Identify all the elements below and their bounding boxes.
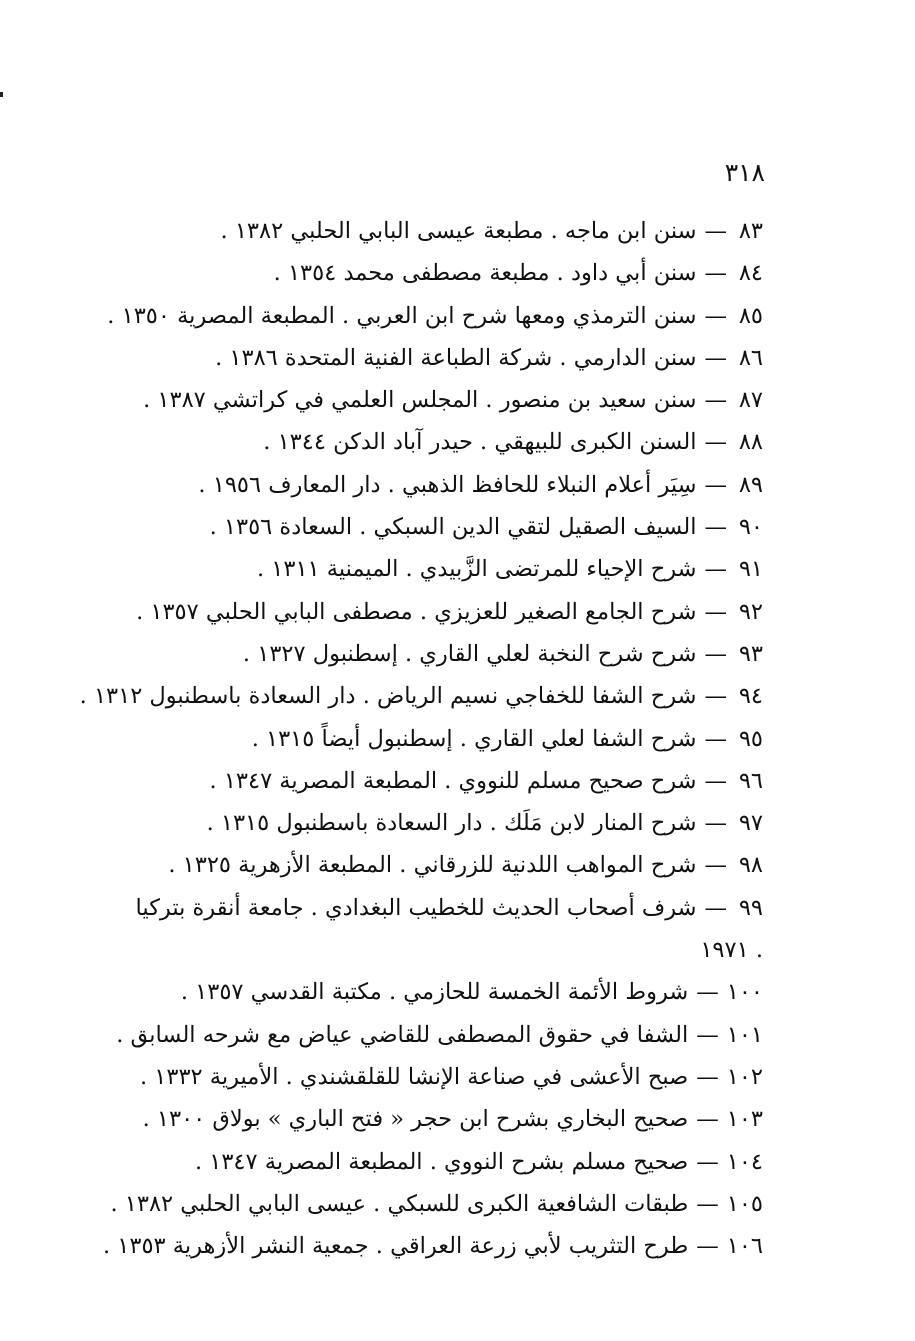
entry-number: ١٠٤: [726, 1148, 763, 1175]
bibliography-entry: [98, 464, 763, 506]
entry-text: شرح الشفا للخفاجي نسيم الرياض . دار السعادة باسطنبول ١٣١٢ .: [79, 683, 697, 710]
bibliography-list: [79, 210, 763, 1267]
entry-number: ٩٧: [738, 810, 763, 837]
entry-number: ٩٥: [738, 725, 763, 752]
entry-dash: —: [704, 514, 727, 541]
entry-text: شرح الجامع الصغير للعزيزي . مصطفى البابي الحلبي ١٣٥٧ .: [136, 598, 697, 625]
entry-number: ٩٦: [738, 767, 763, 794]
entry-number: ٩٣: [738, 640, 763, 667]
entry-text: شرح المواهب اللدنية للزرقاني . المطبعة الأزهرية ١٣٢٥ .: [168, 852, 697, 879]
entry-text: شرح المنار لابن مَلَك . دار السعادة باسطنبول ١٣١٥ .: [206, 810, 697, 837]
bibliography-entry: [98, 802, 763, 844]
entry-number: ٨٣: [738, 218, 763, 244]
bibliography-entry: [98, 718, 763, 760]
entry-number: ٩١: [738, 556, 763, 583]
entry-text: شرح شرح النخبة لعلي القاري . إسطنبول ١٣٢٧ .: [242, 640, 697, 667]
bibliography-entry: [98, 844, 763, 886]
entry-dash: —: [704, 598, 727, 625]
entry-text: سنن ابن ماجه . مطبعة عيسى البابي الحلبي ١٣٨٢ .: [220, 218, 697, 244]
bibliography-entry: [98, 591, 763, 633]
bibliography-entry: [98, 1183, 763, 1225]
entry-dash: —: [704, 387, 727, 414]
entry-dash: —: [696, 1148, 719, 1175]
entry-number: ٩٩: [738, 894, 763, 921]
entry-number: ٨٦: [738, 344, 763, 371]
entry-number: ٨٤: [738, 260, 763, 287]
entry-dash: —: [704, 344, 727, 371]
entry-dash: —: [704, 260, 727, 287]
entry-dash: —: [704, 429, 727, 456]
bibliography-entry: [98, 295, 763, 337]
entry-number: ٩٢: [738, 598, 763, 625]
entry-number: ٩٨: [738, 852, 763, 879]
bibliography-entry: [98, 1056, 763, 1098]
bibliography-entry: [98, 760, 763, 802]
entry-number: ١٠٣: [726, 1106, 763, 1133]
entry-dash: —: [704, 725, 727, 752]
scan-edge-mark: [0, 92, 3, 97]
bibliography-entry: [98, 421, 763, 463]
entry-text: سنن الترمذي ومعها شرح ابن العربي . المطبعة المصرية ١٣٥٠ .: [107, 302, 697, 329]
entry-text: صحيح البخاري بشرح ابن حجر « فتح الباري » بولاق ١٣٠٠ .: [142, 1106, 689, 1133]
entry-text: صحيح مسلم بشرح النووي . المطبعة المصرية ١٣٤٧ .: [194, 1148, 689, 1175]
entry-number: ٨٨: [738, 429, 763, 456]
entry-dash: —: [704, 471, 727, 498]
entry-dash: —: [704, 810, 727, 837]
entry-number: ١٠٥: [726, 1190, 763, 1217]
bibliography-entry: [98, 506, 763, 548]
bibliography-entry: [98, 1225, 763, 1267]
entry-dash: —: [704, 640, 727, 667]
entry-number: ١٠٠: [726, 979, 763, 1006]
entry-number: ٨٧: [738, 387, 763, 414]
entry-number: ١٠٦: [726, 1233, 763, 1260]
entry-number: ٨٩: [738, 471, 763, 498]
entry-text: شروط الأئمة الخمسة للحازمي . مكتبة القدسي ١٣٥٧ .: [180, 979, 689, 1006]
entry-continuation: [98, 929, 763, 971]
entry-dash: —: [704, 894, 727, 921]
entry-text: شرح الإحياء للمرتضى الزَّبيدي . الميمنية ١٣١١ .: [256, 556, 697, 583]
entry-number: ٩٠: [738, 514, 763, 541]
entry-dash: —: [704, 218, 727, 244]
bibliography-entry: [98, 971, 763, 1013]
entry-text: سنن الدارمي . شركة الطباعة الفنية المتحدة ١٣٨٦ .: [215, 344, 697, 371]
bibliography-entry: [98, 252, 763, 294]
entry-dash: —: [704, 556, 727, 583]
entry-text: الشفا في حقوق المصطفى للقاضي عياض مع شرحه السابق .: [116, 1021, 689, 1048]
entry-number: ١٠١: [726, 1021, 763, 1048]
entry-text: طرح التثريب لأبي زرعة العراقي . جمعية النشر الأزهرية ١٣٥٣ .: [102, 1233, 689, 1260]
entry-dash: —: [704, 683, 727, 710]
entry-number: ١٠٢: [726, 1063, 763, 1090]
bibliography-entry: [98, 548, 763, 590]
entry-dash: —: [696, 1233, 719, 1260]
bibliography-entry: [98, 379, 763, 421]
bibliography-entry: [98, 887, 763, 929]
entry-dash: —: [704, 767, 727, 794]
entry-continuation-text: . ١٩٧١: [700, 937, 763, 964]
bibliography-entry: [98, 210, 763, 252]
entry-text: سِيَر أعلام النبلاء للحافظ الذهبي . دار المعارف ١٩٥٦ .: [198, 471, 697, 498]
entry-text: شرح صحيح مسلم للنووي . المطبعة المصرية ١٣٤٧ .: [209, 767, 697, 794]
entry-text: طبقات الشافعية الكبرى للسبكي . عيسى البابي الحلبي ١٣٨٢ .: [110, 1190, 689, 1217]
entry-text: سنن سعيد بن منصور . المجلس العلمي في كراتشي ١٣٨٧ .: [143, 387, 697, 414]
bibliography-entry: [98, 1098, 763, 1140]
bibliography-entry: [98, 1141, 763, 1183]
entry-dash: —: [704, 302, 727, 329]
entry-text: صبح الأعشى في صناعة الإنشا للقلقشندي . الأميرية ١٣٣٢ .: [139, 1063, 689, 1090]
bibliography-entry: [79, 675, 763, 717]
entry-dash: —: [696, 1106, 719, 1133]
page-number: ٣١٨: [724, 158, 765, 187]
entry-text: شرف أصحاب الحديث للخطيب البغدادي . جامعة أنقرة بتركيا: [135, 894, 697, 921]
entry-dash: —: [696, 1063, 719, 1090]
entry-number: ٨٥: [738, 302, 763, 329]
bibliography-entry: [98, 337, 763, 379]
bibliography-entry: [98, 1014, 763, 1056]
entry-dash: —: [696, 1190, 719, 1217]
bibliography-entry: [98, 633, 763, 675]
entry-dash: —: [696, 979, 719, 1006]
entry-dash: —: [704, 852, 727, 879]
entry-dash: —: [696, 1021, 719, 1048]
entry-number: ٩٤: [738, 683, 763, 710]
entry-text: السنن الكبرى للبيهقي . حيدر آباد الدكن ١٣٤٤ .: [263, 429, 697, 456]
entry-text: سنن أبي داود . مطبعة مصطفى محمد ١٣٥٤ .: [273, 260, 697, 287]
entry-text: شرح الشفا لعلي القاري . إسطنبول أيضاً ١٣١٥ .: [251, 725, 697, 752]
entry-text: السيف الصقيل لتقي الدين السبكي . السعادة ١٣٥٦ .: [209, 514, 697, 541]
